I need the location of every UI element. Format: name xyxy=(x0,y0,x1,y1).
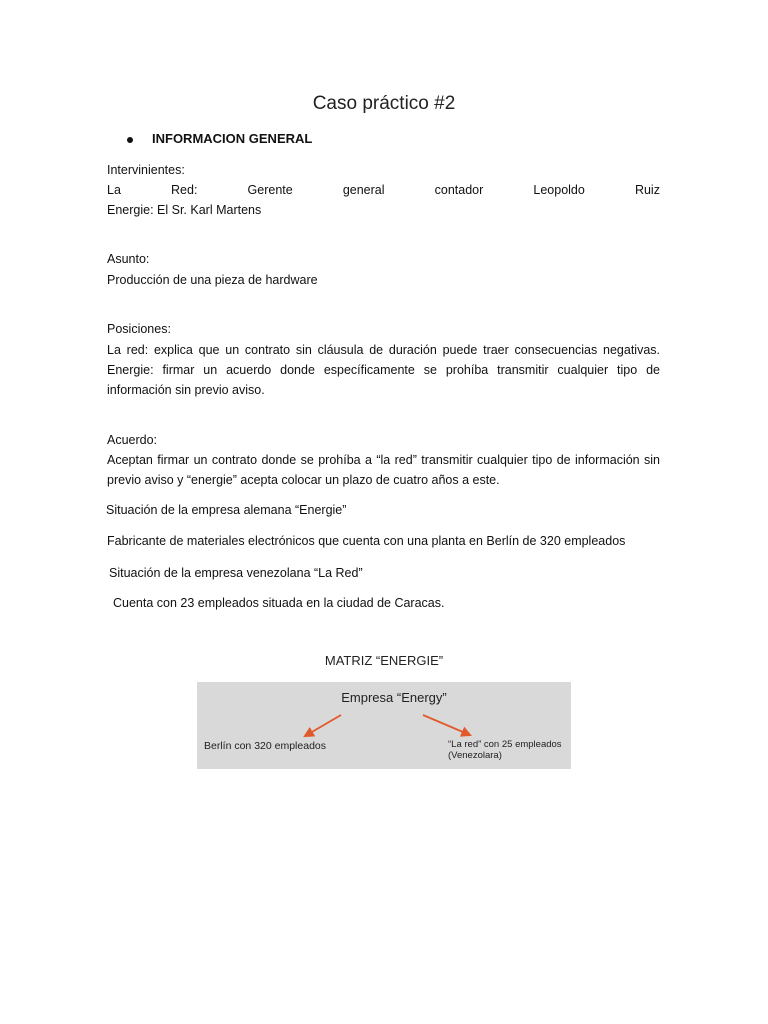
intervinientes-word: contador xyxy=(434,183,484,197)
situacion-venezolana-text: Cuenta con 23 empleados situada en la ciudad de Caracas. xyxy=(113,596,445,610)
diagram-left-node: Berlín con 320 empleados xyxy=(204,740,326,752)
matrix-diagram xyxy=(197,682,571,769)
asunto-label: Asunto: xyxy=(107,252,150,266)
situacion-venezolana-label: Situación de la empresa venezolana “La Red” xyxy=(109,566,363,580)
posiciones-energie: Energie: firmar un acuerdo donde específicamente se prohíba transmitir cualquier tipo de información sin previo aviso. xyxy=(107,363,660,397)
matrix-title: MATRIZ “ENERGIE” xyxy=(324,653,444,668)
intervinientes-line2: Energie: El Sr. Karl Martens xyxy=(107,203,262,217)
intervinientes-line1 xyxy=(107,180,660,200)
section-heading: INFORMACION GENERAL xyxy=(152,131,313,146)
intervinientes-word: Gerente xyxy=(247,183,293,197)
acuerdo-label: Acuerdo: xyxy=(107,433,158,447)
situacion-alemana-text: Fabricante de materiales electrónicos que cuenta con una planta en Berlín de 320 empleados xyxy=(107,534,626,548)
situacion-alemana-label: Situación de la empresa alemana “Energie” xyxy=(106,503,347,517)
intervinientes-word: general xyxy=(342,183,385,197)
asunto-text: Producción de una pieza de hardware xyxy=(107,273,318,287)
acuerdo-text: Aceptan firmar un contrato donde se prohíba a “la red” transmitir cualquier tipo de información sin previo aviso y “energie” acepta colocar un plazo de cuatro años a este. xyxy=(107,453,660,487)
intervinientes-word: Red: xyxy=(171,183,198,197)
intervinientes-label: Intervinientes: xyxy=(107,163,185,177)
diagram-top-node: Empresa “Energy” xyxy=(341,690,447,705)
posiciones-la-red: La red: explica que un contrato sin cláusula de duración puede traer consecuencias negativas. xyxy=(107,343,660,357)
diagram-right-node-line2: (Venezolara) xyxy=(448,750,502,761)
intervinientes-word: La xyxy=(107,183,121,197)
diagram-right-node xyxy=(448,739,562,761)
bullet-icon xyxy=(127,137,133,143)
diagram-right-node-line1: “La red” con 25 empleados xyxy=(448,739,562,750)
intervinientes-word: Leopoldo xyxy=(533,183,585,197)
left-arrow-icon xyxy=(305,715,341,736)
intervinientes-word: Ruiz xyxy=(634,183,660,197)
posiciones-label: Posiciones: xyxy=(107,322,171,336)
right-arrow-icon xyxy=(423,715,470,735)
document-title: Caso práctico #2 xyxy=(312,93,456,114)
